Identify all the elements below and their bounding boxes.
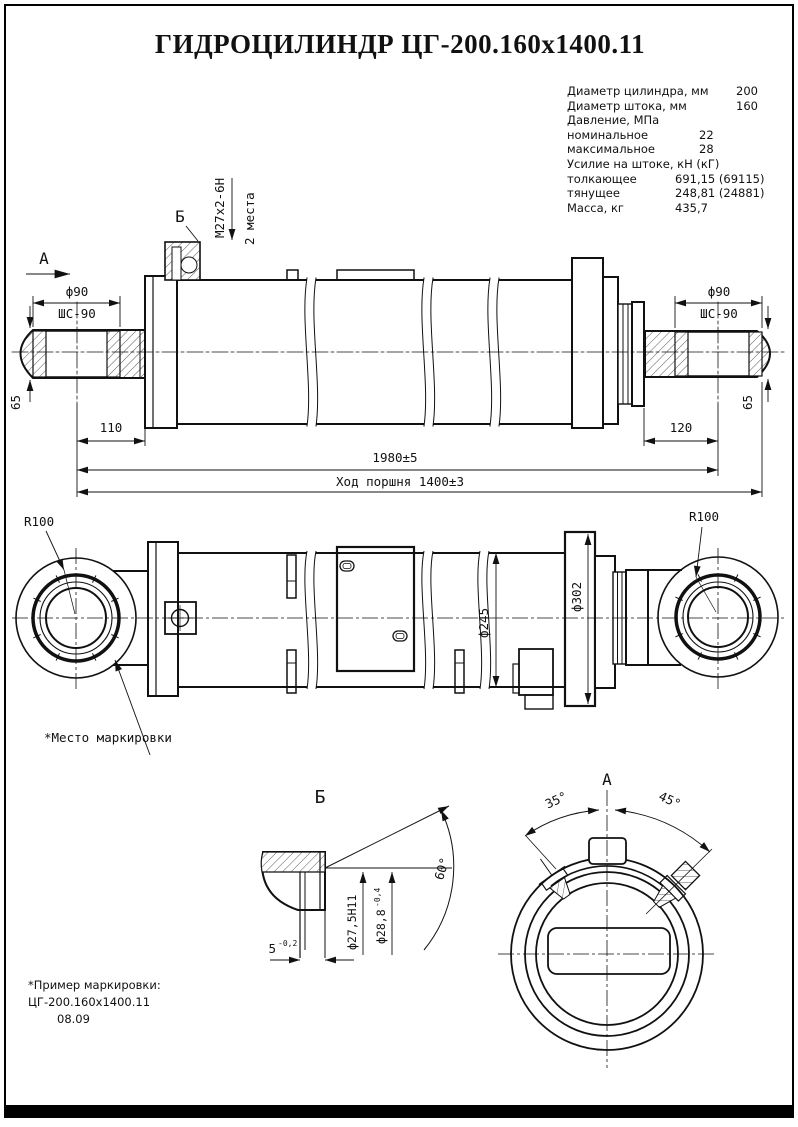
- spec-value: 435,7: [675, 201, 708, 215]
- spec-label: толкающее: [567, 172, 637, 186]
- spec-value: 200: [736, 84, 758, 98]
- spec-value: 160: [736, 99, 758, 113]
- spec-value: 248,81 (24881): [675, 186, 765, 200]
- footnote-line3: 08.09: [57, 1012, 90, 1026]
- thread-callout: М27х2-6Н: [212, 177, 227, 238]
- plan-step: [595, 556, 615, 688]
- gland-flange: [572, 258, 603, 428]
- dia90-left: ф90: [65, 284, 89, 299]
- spec-label: номинальное: [567, 128, 649, 142]
- bottom-frame-bar: [5, 1105, 793, 1117]
- left-bearing-ring: [33, 331, 46, 377]
- spec-label: Диаметр штока, мм: [567, 99, 687, 113]
- angle60: 60°: [431, 855, 453, 882]
- angle45: 45°: [656, 788, 684, 812]
- center-slot: [548, 928, 670, 974]
- spec-label: Масса, кг: [567, 201, 624, 215]
- plan-flange: [565, 532, 595, 706]
- footnote-line1: *Пример маркировки:: [28, 978, 161, 992]
- r100-left: R100: [24, 514, 55, 529]
- view-a-title: А: [602, 770, 612, 789]
- dim5: 5: [268, 941, 276, 956]
- marking-note: *Место маркировки: [44, 730, 172, 745]
- gland-nut: [632, 302, 644, 406]
- dia90-right: ф90: [707, 284, 731, 299]
- dia288: ф28,8: [374, 909, 388, 944]
- plan-nut: [626, 570, 648, 665]
- bearing-left: ШС-90: [58, 306, 96, 321]
- bearing-right: ШС-90: [700, 306, 738, 321]
- dim-length: 1980±5: [372, 450, 418, 465]
- right-bearing-ring: [675, 332, 688, 376]
- spec-label: Диаметр цилиндра, мм: [567, 84, 709, 98]
- dia245: ф245: [476, 607, 491, 638]
- left-bearing-ring: [107, 331, 120, 377]
- detail-b-marker: Б: [175, 207, 185, 226]
- plan-head: [148, 542, 178, 696]
- top-port-boss: [589, 838, 626, 864]
- spec-label: максимальное: [567, 142, 655, 156]
- spec-value: 22: [699, 128, 714, 142]
- spec-label: Давление, МПа: [567, 113, 660, 127]
- right-bearing-ring: [749, 332, 762, 376]
- angle35: 35°: [542, 788, 570, 812]
- gland-step: [603, 277, 618, 424]
- footnote-line2: ЦГ-200.160x1400.11: [28, 995, 151, 1009]
- dim-110: 110: [99, 420, 123, 435]
- spec-value: 691,15 (69115): [675, 172, 765, 186]
- spec-label: Усилие на штоке, кН (кГ): [567, 157, 720, 171]
- port-boss: [165, 242, 200, 280]
- dim-stroke: Ход поршня 1400±3: [336, 474, 464, 489]
- dia275: ф27,5Н11: [345, 894, 359, 950]
- width65-right: 65: [740, 394, 755, 410]
- view-a-marker: А: [39, 249, 49, 268]
- places-note: 2 места: [242, 192, 257, 245]
- detail-b-title: Б: [314, 787, 326, 808]
- dim-120: 120: [669, 420, 693, 435]
- dia302: ф302: [569, 581, 584, 612]
- width65-left: 65: [8, 394, 23, 410]
- spec-value: 28: [699, 142, 714, 156]
- gland-plates: [618, 304, 632, 404]
- dia288-tolerance: -0,4: [373, 887, 382, 907]
- dim5-tolerance: -0,2: [278, 939, 298, 948]
- plan-tube: [178, 553, 565, 687]
- drawing-title: ГИДРОЦИЛИНДР ЦГ-200.160x1400.11: [154, 29, 646, 59]
- r100-right: R100: [688, 509, 720, 524]
- spec-label: тянущее: [567, 186, 620, 200]
